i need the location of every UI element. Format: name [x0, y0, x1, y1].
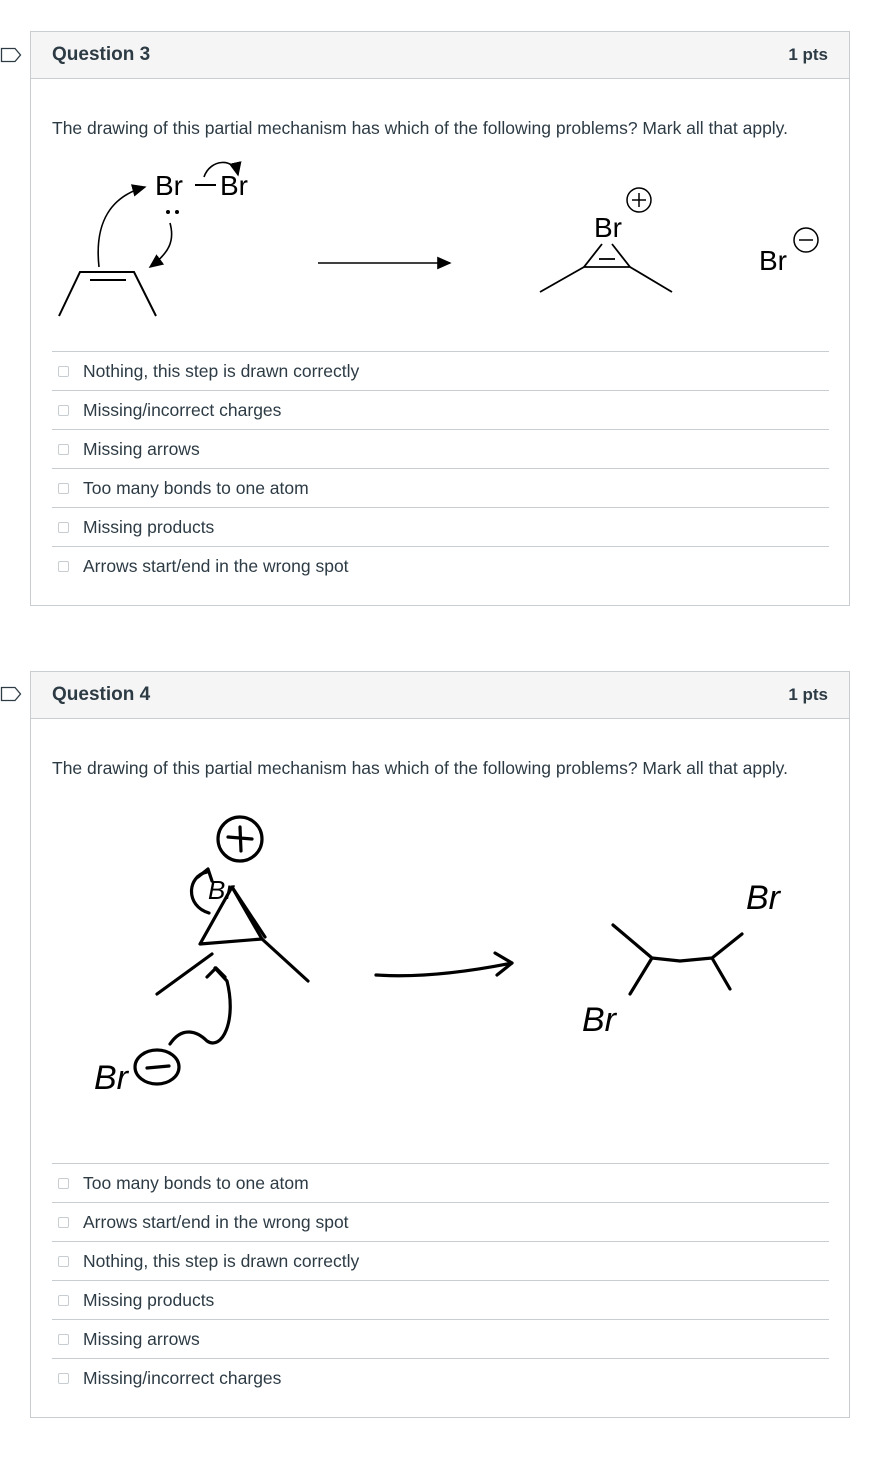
question-header	[31, 672, 849, 719]
answer-list	[52, 1163, 829, 1397]
answer-option[interactable]	[52, 1242, 829, 1281]
question-title: Question 3	[52, 44, 151, 65]
answer-label: Arrows start/end in the wrong spot	[83, 1211, 349, 1232]
answer-checkbox[interactable]	[58, 1334, 69, 1345]
alkene-bonds	[59, 272, 156, 316]
answer-checkbox[interactable]	[58, 483, 69, 494]
answer-option[interactable]	[52, 430, 829, 469]
question-prompt: The drawing of this partial mechanism has which of the following problems? Mark all that apply.	[52, 758, 788, 778]
question-card-3	[30, 31, 850, 606]
mechanism-figure	[52, 781, 832, 1163]
answer-option[interactable]	[52, 1281, 829, 1320]
answer-label: Too many bonds to one atom	[83, 477, 309, 498]
answer-label: Missing arrows	[83, 1328, 200, 1349]
answer-option[interactable]	[52, 1359, 829, 1397]
answer-checkbox[interactable]	[58, 1217, 69, 1228]
bromine-label: Br	[746, 879, 780, 917]
answer-option[interactable]	[52, 547, 829, 585]
answer-label: Missing/incorrect charges	[83, 1367, 282, 1388]
bromide-label: Br	[759, 245, 787, 276]
question-header	[31, 32, 849, 79]
mechanism-figure	[52, 141, 832, 351]
answer-option[interactable]	[52, 1320, 829, 1359]
answer-checkbox[interactable]	[58, 1178, 69, 1189]
answer-label: Nothing, this step is drawn correctly	[83, 360, 360, 381]
answer-option[interactable]	[52, 1203, 829, 1242]
mechanism-drawing	[52, 141, 832, 351]
flag-question-icon[interactable]	[0, 47, 22, 63]
question-points: 1 pts	[788, 45, 828, 64]
answer-checkbox[interactable]	[58, 1256, 69, 1267]
answer-checkbox[interactable]	[58, 522, 69, 533]
curved-arrow	[98, 187, 145, 267]
answer-option[interactable]	[52, 1164, 829, 1203]
question-card-4	[30, 671, 850, 1418]
bromine-label: Br	[94, 1059, 128, 1097]
handwritten-mechanism-drawing	[52, 781, 832, 1163]
bromine-label: Br	[155, 170, 183, 201]
answer-option[interactable]	[52, 469, 829, 508]
answer-label: Missing products	[83, 516, 215, 537]
answer-list	[52, 351, 829, 585]
bromine-label: Br	[220, 170, 248, 201]
bromine-label: Br	[208, 875, 234, 905]
answer-label: Missing arrows	[83, 438, 200, 459]
lone-pair-dot	[166, 210, 170, 214]
answer-checkbox[interactable]	[58, 444, 69, 455]
flag-question-icon[interactable]	[0, 686, 22, 702]
answer-checkbox[interactable]	[58, 1295, 69, 1306]
curved-arrow	[150, 223, 172, 267]
bromine-label: Br	[582, 1001, 616, 1039]
answer-checkbox[interactable]	[58, 561, 69, 572]
answer-checkbox[interactable]	[58, 1373, 69, 1384]
question-prompt: The drawing of this partial mechanism has which of the following problems? Mark all that apply.	[52, 118, 788, 138]
lone-pair-dot	[175, 210, 179, 214]
answer-label: Missing/incorrect charges	[83, 399, 282, 420]
question-title: Question 4	[52, 684, 151, 705]
answer-option[interactable]	[52, 391, 829, 430]
answer-label: Nothing, this step is drawn correctly	[83, 1250, 360, 1271]
answer-checkbox[interactable]	[58, 405, 69, 416]
answer-label: Arrows start/end in the wrong spot	[83, 555, 349, 576]
bromonium-label: Br	[594, 212, 622, 243]
answer-label: Missing products	[83, 1289, 215, 1310]
answer-checkbox[interactable]	[58, 366, 69, 377]
question-points: 1 pts	[788, 685, 828, 704]
answer-label: Too many bonds to one atom	[83, 1172, 309, 1193]
bromonium-ring	[584, 244, 630, 267]
answer-option[interactable]	[52, 508, 829, 547]
answer-option[interactable]	[52, 352, 829, 391]
